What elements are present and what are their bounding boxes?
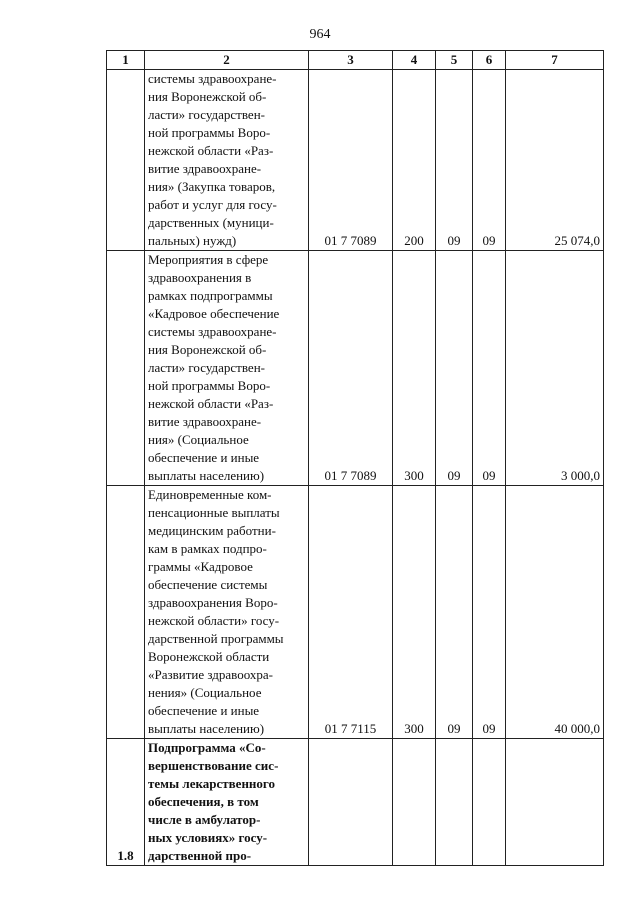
row-description — [145, 251, 309, 486]
description-line: ния» (Закупка товаров, — [148, 179, 276, 194]
description-line: обеспечение системы — [148, 577, 268, 592]
target-code — [309, 739, 393, 866]
description-line: обеспечения, в том — [148, 794, 259, 809]
description-line: работ и услуг для госу- — [148, 197, 277, 212]
subsection: 09 — [473, 70, 506, 251]
subsection — [473, 739, 506, 866]
description-line: здравоохранения в — [148, 270, 252, 285]
column-header: 4 — [393, 51, 436, 70]
description-line: здравоохранения Воро- — [148, 595, 278, 610]
description-line: Подпрограмма «Со- — [148, 740, 266, 755]
description-line: числе в амбулатор- — [148, 812, 261, 827]
description-line: дарственной про- — [148, 848, 252, 863]
description-line: обеспечение и иные — [148, 450, 260, 465]
description-line: дарственных (муници- — [148, 215, 274, 230]
page-number: 964 — [309, 27, 331, 42]
description-line: обеспечение и иные — [148, 703, 260, 718]
description-line: выплаты населению) — [148, 468, 265, 483]
column-header: 1 — [107, 51, 145, 70]
description-line: кам в рамках подпро- — [148, 541, 267, 556]
row-number — [107, 486, 145, 739]
description-line: ния Воронежской об- — [148, 342, 267, 357]
description-line: системы здравоохране- — [148, 324, 277, 339]
section: 09 — [436, 251, 473, 486]
description-line: системы здравоохране- — [148, 71, 277, 86]
section: 09 — [436, 70, 473, 251]
description-line: ной программы Воро- — [148, 125, 271, 140]
description-line: нежской области «Раз- — [148, 396, 274, 411]
amount: 25 074,0 — [506, 70, 604, 251]
row-description — [145, 486, 309, 739]
table-row — [107, 70, 604, 251]
target-code: 01 7 7115 — [309, 486, 393, 739]
description-line: витие здравоохране- — [148, 414, 262, 429]
description-line: медицинским работни- — [148, 523, 276, 538]
header-row — [107, 51, 604, 70]
expense-type: 300 — [393, 251, 436, 486]
description-line: нения» (Социальное — [148, 685, 262, 700]
description-line: темы лекарственного — [148, 776, 276, 791]
description-line: дарственной программы — [148, 631, 284, 646]
expense-type: 200 — [393, 70, 436, 251]
section: 09 — [436, 486, 473, 739]
amount: 3 000,0 — [506, 251, 604, 486]
budget-table — [106, 50, 604, 866]
description-line: пальных) нужд) — [148, 233, 237, 248]
description-line: ных условиях» госу- — [148, 830, 268, 845]
row-number: 1.8 — [107, 739, 145, 866]
column-header: 3 — [309, 51, 393, 70]
description-line: «Развитие здравоохра- — [148, 667, 273, 682]
description-line: пенсационные выплаты — [148, 505, 280, 520]
row-number — [107, 251, 145, 486]
description-line: «Кадровое обеспечение — [148, 306, 280, 321]
description-line: ласти» государствен- — [148, 360, 265, 375]
description-line: Воронежской области — [148, 649, 270, 664]
description-line: Единовременные ком- — [148, 487, 272, 502]
description-line: Мероприятия в сфере — [148, 252, 269, 267]
section — [436, 739, 473, 866]
column-header: 6 — [473, 51, 506, 70]
column-header: 7 — [506, 51, 604, 70]
target-code: 01 7 7089 — [309, 70, 393, 251]
description-line: вершенствование сис- — [148, 758, 279, 773]
column-header: 5 — [436, 51, 473, 70]
table-row — [107, 486, 604, 739]
amount: 40 000,0 — [506, 486, 604, 739]
row-number — [107, 70, 145, 251]
description-line: ной программы Воро- — [148, 378, 271, 393]
table-row — [107, 739, 604, 866]
subsection: 09 — [473, 486, 506, 739]
description-line: витие здравоохране- — [148, 161, 262, 176]
description-line: рамках подпрограммы — [148, 288, 273, 303]
expense-type: 300 — [393, 486, 436, 739]
description-line: выплаты населению) — [148, 721, 265, 736]
description-line: нежской области «Раз- — [148, 143, 274, 158]
row-description — [145, 739, 309, 866]
description-line: ния» (Социальное — [148, 432, 249, 447]
description-line: нежской области» госу- — [148, 613, 280, 628]
description-line: ния Воронежской об- — [148, 89, 267, 104]
description-line: граммы «Кадровое — [148, 559, 253, 574]
table-row — [107, 251, 604, 486]
description-line: ласти» государствен- — [148, 107, 265, 122]
row-description — [145, 70, 309, 251]
expense-type — [393, 739, 436, 866]
column-header: 2 — [145, 51, 309, 70]
subsection: 09 — [473, 251, 506, 486]
amount — [506, 739, 604, 866]
target-code: 01 7 7089 — [309, 251, 393, 486]
